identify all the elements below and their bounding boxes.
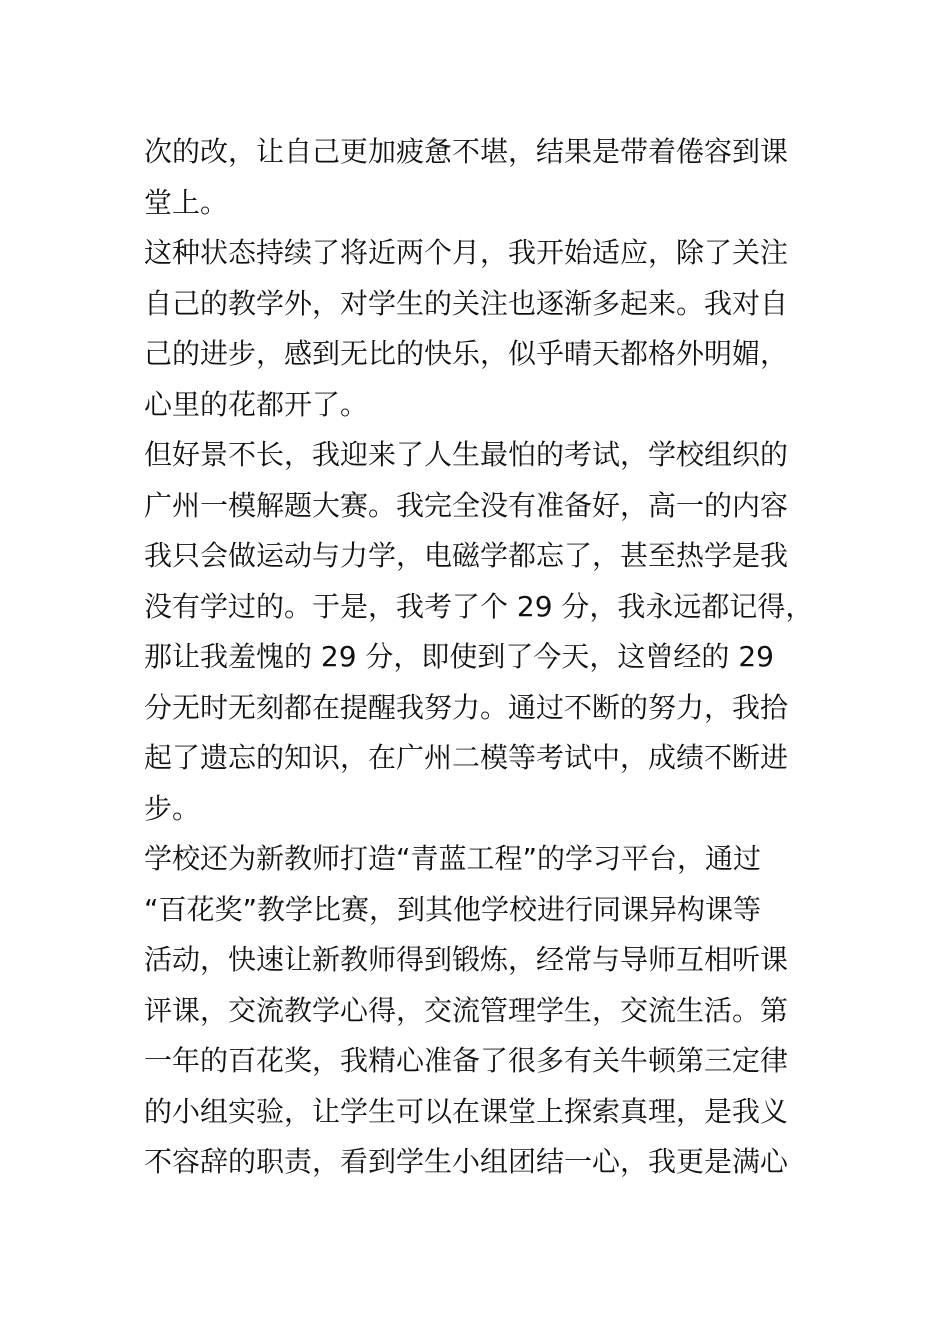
text-line: 我只会做运动与力学，电磁学都忘了，甚至热学是我 bbox=[144, 539, 789, 572]
text-line: 活动，快速让新教师得到锻炼，经常与导师互相听课 bbox=[144, 943, 789, 976]
paragraph-4 bbox=[144, 834, 824, 1188]
text-line: 那让我羞愧的 29 分，即使到了今天，这曾经的 29 bbox=[144, 640, 774, 673]
text-line: 步。 bbox=[144, 791, 201, 825]
body-text bbox=[144, 127, 824, 1188]
text-line: 己的进步，感到无比的快乐，似乎晴天都格外明媚， bbox=[144, 337, 789, 370]
text-line: 心里的花都开了。 bbox=[144, 387, 369, 421]
text-line: 评课，交流教学心得，交流管理学生，交流生活。第 bbox=[144, 993, 789, 1027]
text-line: 自己的教学外，对学生的关注也逐渐多起来。我对自 bbox=[144, 286, 789, 320]
text-line: “百花奖”教学比赛，到其他学校进行同课异构课等 bbox=[144, 892, 762, 926]
text-line: 一年的百花奖，我精心准备了很多有关牛顿第三定律 bbox=[144, 1044, 789, 1077]
text-line: 次的改，让自己更加疲惫不堪，结果是带着倦容到课 bbox=[144, 135, 789, 168]
text-line: 这种状态持续了将近两个月，我开始适应，除了关注 bbox=[144, 236, 789, 269]
text-line: 但好景不长，我迎来了人生最怕的考试，学校组织的 bbox=[144, 438, 789, 471]
text-line: 不容辞的职责，看到学生小组团结一心，我更是满心 bbox=[144, 1145, 789, 1178]
paragraph-2 bbox=[144, 228, 824, 430]
text-line: 学校还为新教师打造“青蓝工程”的学习平台，通过 bbox=[144, 842, 762, 875]
text-line: 广州一模解题大赛。我完全没有准备好，高一的内容 bbox=[144, 488, 789, 522]
text-line: 的小组实验，让学生可以在课堂上探索真理，是我义 bbox=[144, 1094, 789, 1128]
text-line: 没有学过的。于是，我考了个 29 分，我永远都记得， bbox=[144, 589, 814, 623]
paragraph-3 bbox=[144, 430, 824, 834]
paragraph-1 bbox=[144, 127, 824, 228]
text-line: 堂上。 bbox=[144, 185, 229, 219]
text-line: 起了遗忘的知识，在广州二模等考试中，成绩不断进 bbox=[144, 741, 789, 774]
text-line: 分无时无刻都在提醒我努力。通过不断的努力，我拾 bbox=[144, 690, 789, 724]
